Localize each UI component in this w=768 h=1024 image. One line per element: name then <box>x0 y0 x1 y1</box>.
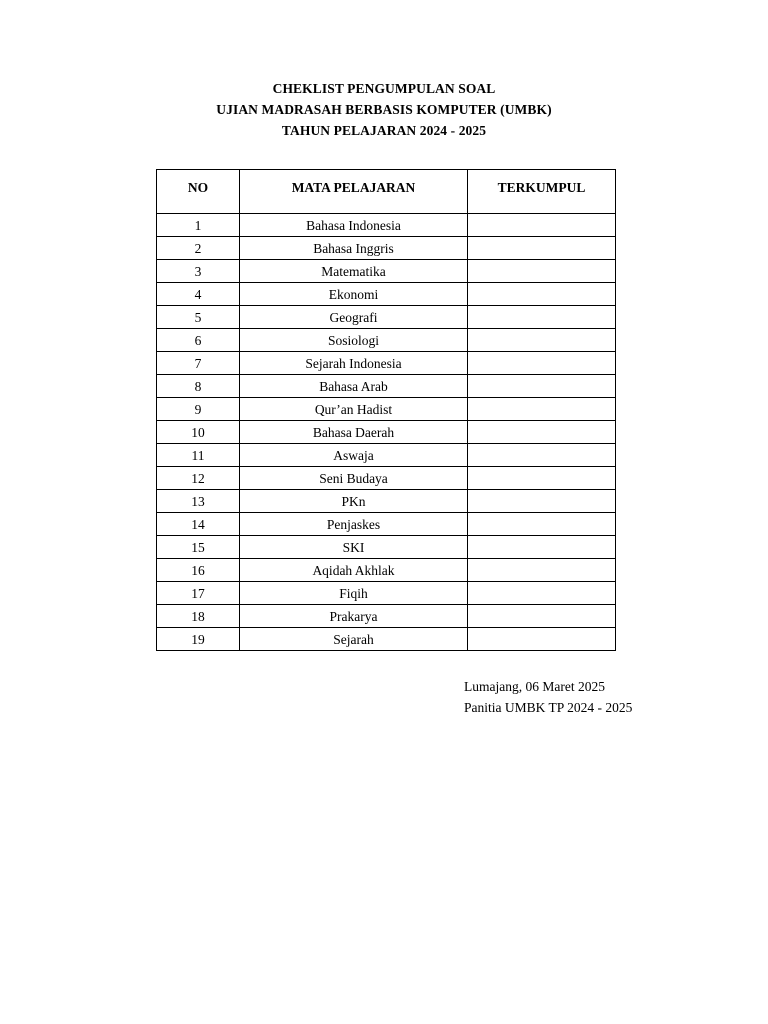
row-number: 9 <box>157 398 240 421</box>
column-header-no: NO <box>157 170 240 214</box>
row-number: 12 <box>157 467 240 490</box>
collected-cell[interactable] <box>468 605 616 628</box>
column-header-subject: MATA PELAJARAN <box>240 170 468 214</box>
collected-cell[interactable] <box>468 398 616 421</box>
table-header-row <box>157 170 616 214</box>
collected-cell[interactable] <box>468 513 616 536</box>
row-number: 4 <box>157 283 240 306</box>
row-number: 16 <box>157 559 240 582</box>
row-number: 8 <box>157 375 240 398</box>
collected-cell[interactable] <box>468 260 616 283</box>
row-number: 19 <box>157 628 240 651</box>
row-number: 10 <box>157 421 240 444</box>
table-row <box>157 582 616 605</box>
place-date-line: Lumajang, 06 Maret 2025 <box>464 679 605 694</box>
table-row <box>157 421 616 444</box>
subject-name: Aswaja <box>240 444 468 467</box>
row-number: 11 <box>157 444 240 467</box>
subject-name: Geografi <box>240 306 468 329</box>
signature-block <box>464 676 754 718</box>
academic-year-title: TAHUN PELAJARAN 2024 - 2025 <box>281 123 487 138</box>
subject-name: Bahasa Arab <box>240 375 468 398</box>
collected-cell[interactable] <box>468 306 616 329</box>
row-number: 14 <box>157 513 240 536</box>
collected-cell[interactable] <box>468 375 616 398</box>
collected-cell[interactable] <box>468 467 616 490</box>
collected-cell[interactable] <box>468 444 616 467</box>
subject-name: Sejarah <box>240 628 468 651</box>
collected-cell[interactable] <box>468 283 616 306</box>
subject-name: Bahasa Indonesia <box>240 214 468 237</box>
document-title-block <box>0 78 768 141</box>
row-number: 15 <box>157 536 240 559</box>
row-number: 18 <box>157 605 240 628</box>
subject-name: Bahasa Inggris <box>240 237 468 260</box>
collected-cell[interactable] <box>468 214 616 237</box>
table-row <box>157 375 616 398</box>
table-row <box>157 352 616 375</box>
table-row <box>157 559 616 582</box>
row-number: 2 <box>157 237 240 260</box>
table-row <box>157 306 616 329</box>
table-row <box>157 329 616 352</box>
subject-name: Aqidah Akhlak <box>240 559 468 582</box>
document-subtitle: UJIAN MADRASAH BERBASIS KOMPUTER (UMBK) <box>216 102 552 117</box>
subject-name: Ekonomi <box>240 283 468 306</box>
collected-cell[interactable] <box>468 237 616 260</box>
row-number: 6 <box>157 329 240 352</box>
collected-cell[interactable] <box>468 490 616 513</box>
subject-name: Matematika <box>240 260 468 283</box>
collected-cell[interactable] <box>468 329 616 352</box>
table-row <box>157 237 616 260</box>
document-title: CHEKLIST PENGUMPULAN SOAL <box>272 81 496 96</box>
collected-cell[interactable] <box>468 559 616 582</box>
row-number: 7 <box>157 352 240 375</box>
collected-cell[interactable] <box>468 421 616 444</box>
subject-name: PKn <box>240 490 468 513</box>
subject-name: Qur’an Hadist <box>240 398 468 421</box>
table-row <box>157 283 616 306</box>
subject-name: Seni Budaya <box>240 467 468 490</box>
column-header-collected: TERKUMPUL <box>468 170 616 214</box>
collected-cell[interactable] <box>468 628 616 651</box>
row-number: 17 <box>157 582 240 605</box>
row-number: 3 <box>157 260 240 283</box>
row-number: 5 <box>157 306 240 329</box>
committee-line: Panitia UMBK TP 2024 - 2025 <box>464 700 633 715</box>
table-row <box>157 214 616 237</box>
subject-name: Prakarya <box>240 605 468 628</box>
row-number: 1 <box>157 214 240 237</box>
subject-name: Penjaskes <box>240 513 468 536</box>
table-row <box>157 513 616 536</box>
table-row <box>157 467 616 490</box>
table-row <box>157 398 616 421</box>
subject-name: Sejarah Indonesia <box>240 352 468 375</box>
checklist-table <box>156 169 616 651</box>
table-row <box>157 605 616 628</box>
table-row <box>157 444 616 467</box>
subject-name: Sosiologi <box>240 329 468 352</box>
row-number: 13 <box>157 490 240 513</box>
table-row <box>157 490 616 513</box>
subject-name: SKI <box>240 536 468 559</box>
table-row <box>157 260 616 283</box>
collected-cell[interactable] <box>468 352 616 375</box>
collected-cell[interactable] <box>468 536 616 559</box>
subject-name: Fiqih <box>240 582 468 605</box>
collected-cell[interactable] <box>468 582 616 605</box>
table-row <box>157 628 616 651</box>
table-row <box>157 536 616 559</box>
subject-name: Bahasa Daerah <box>240 421 468 444</box>
